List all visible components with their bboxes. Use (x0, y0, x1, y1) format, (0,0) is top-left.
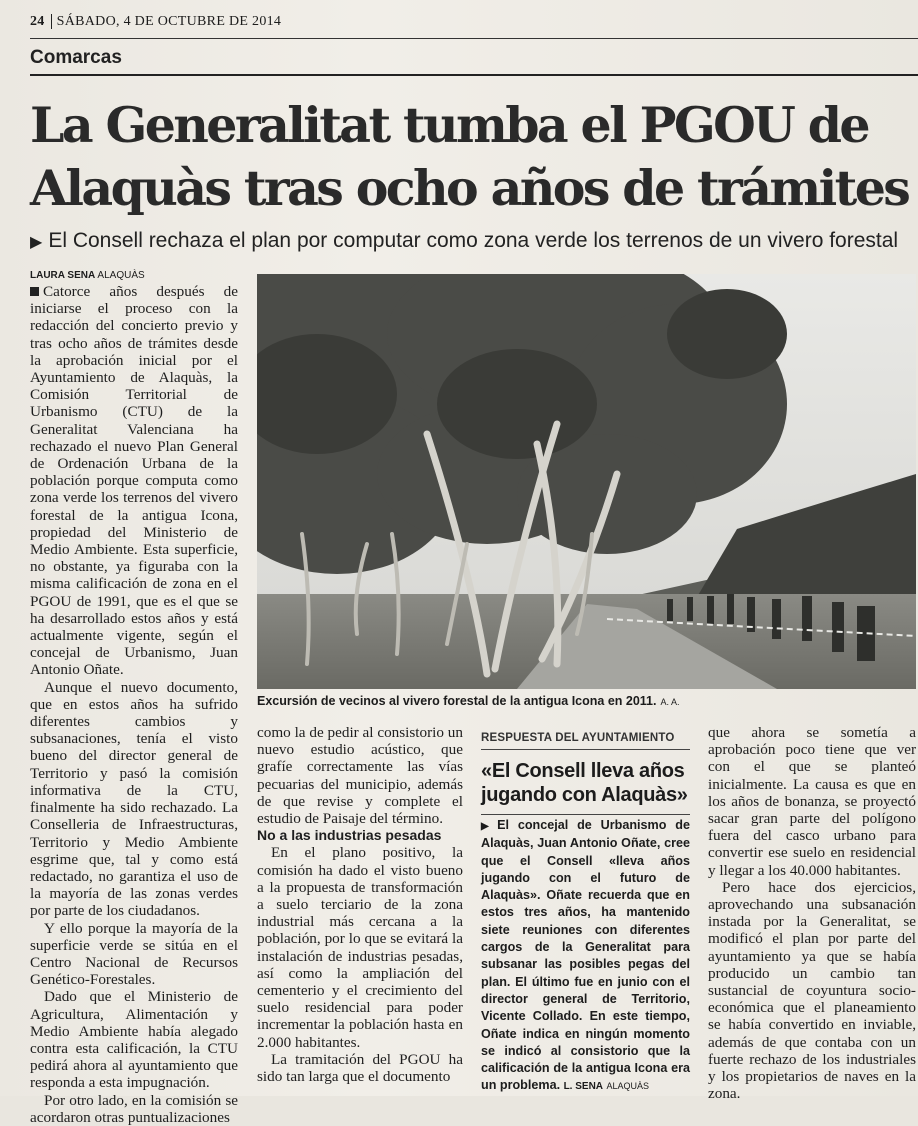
page-number: 24 (30, 14, 52, 29)
triangle-right-icon: ▶ (481, 821, 495, 832)
paragraph: En el plano positivo, la comisión ha dado el visto bueno a la propuesta de transformación a suelo terciario de la zona industrial más cercana a la población, por lo que se evitará la instalación de industrias pesadas, así como la ampliación del cementerio y el crecimiento del suelo residencial para poder incrementar la población hasta en 2.000 habitantes. (257, 844, 463, 1051)
paragraph: Por otro lado, en la comisión se acordaron otras puntualizaciones (30, 1091, 238, 1126)
article-column-1 (30, 283, 238, 1126)
section-name: Comarcas (30, 47, 122, 68)
deck-text: El Consell rechaza el plan por computar como zona verde los terrenos de un vivero forestal (48, 229, 899, 252)
byline (30, 270, 145, 281)
box-text (481, 814, 690, 1096)
lead-paragraph (30, 283, 238, 679)
box-body: El concejal de Urbanismo de Alaquàs, Juan Antonio Oñate, cree que el Consell «lleva años jugando con el futuro de Alaquàs». Oñate recuerda que en estos tres años, ha mantenido siete reuniones con diferentes cargos de la Generalitat para subsanar las posibles pegas del plan. El último fue en junio con el director general de Territorio, Vicente Collado. En este tiempo, Oñate indica en ningún momento se indicó al consistorio que la calificación de la antigua Icona era un problema. (481, 818, 690, 1093)
caption-text: Excursión de vecinos al vivero forestal de la antigua Icona en 2011. (257, 694, 657, 708)
paragraph: La tramitación del PGOU ha sido tan larga que el documento (257, 1050, 463, 1086)
article-column-4 (708, 724, 916, 1102)
paragraph: como la de pedir al consistorio un nuevo estudio acústico, que grafíe correctamente las vías pecuarias del municipio, además de que revise y complete el estudio de Paisaje del término. (257, 724, 463, 828)
paragraph: Y ello porque la mayoría de la superficie verde se sitúa en el Centro Nacional de Recursos Genético-Forestales. (30, 919, 238, 989)
box-title: «El Consell lleva años jugando con Alaquàs» (481, 760, 688, 806)
square-bullet-icon (30, 287, 39, 296)
headline: La Generalitat tumba el PGOU de Alaquàs tras ocho años de trámites (30, 96, 909, 217)
photo-caption (257, 694, 680, 708)
deck (30, 229, 898, 253)
box-label: RESPUESTA DEL AYUNTAMIENTO (481, 732, 690, 750)
paragraph: Dado que el Ministerio de Agricultura, Alimentación y Medio Ambiente había alegado contra esta calificación, la CTU pedirá ahora al ayuntamiento que responda a esta impugnación. (30, 988, 238, 1092)
subhead: No a las industrias pesadas (257, 827, 442, 844)
paragraph: Aunque el nuevo documento, que en estos años ha sufrido diferentes cambios y subsanaciones, tenía el visto bueno del director general de Territorio y pasó la comisión informativa de la CTU, finalmente ha sido rechazado. La Conselleria de Infraestructuras, Territorio y Medio Ambiente esgrime que, tal y como está redactado, no garantiza el uso de la mayoría de las zonas verdes por parte de los ciudadanos. (30, 678, 238, 920)
triangle-right-icon: ▶ (30, 234, 43, 251)
paragraph: Pero hace dos ejercicios, aprovechando una subsanación instada por la Generalitat, se modificó el plan por parte del ayuntamiento ya que se había producido un cambio tan sustancial de coyuntura socio-económica que el planeamiento se había convertido en inviable, además de que contaba con un fuerte rechazo de los industriales y los propietarios de naves en la zona. (708, 878, 916, 1103)
box-signature-place: ALAQUÀS (606, 1081, 650, 1092)
byline-author: LAURA SENA (30, 270, 96, 281)
article-photo (257, 274, 916, 689)
photo-credit: A. A. (660, 697, 680, 707)
sidebar-box (481, 732, 690, 1096)
paragraph: que ahora se sometía a aprobación poco tiene que ver con el que se planteó inicialmente. La causa es que en los años de bonanza, se proyectó sacar gran parte del polígono fuera del casco urbano para convertir ese suelo en residencial y llegar a los 40.000 habitantes. (708, 724, 916, 879)
lead-text: Catorce años después de iniciarse el proceso con la redacción del concierto previo y tras ocho años de trámites desde la aprobación inicial por el Ayuntamiento de Alaquàs, la Comisión Territorial de Urbanismo (CTU) de la Generalitat Valenciana ha rechazado el nuevo Plan General de Ordenación Urbana de la población porque computa como zona verde los terrenos del vivero forestal de la antigua Icona, propiedad del Ministerio de Medio Ambiente. Esta superficie, no obstante, ya figuraba con la misma calificación de zona en el PGOU de 1991, que es el que se ha desarrollado estos años y está actualmente vigente, según el concejal de Urbanismo, Juan Antonio Oñate. (30, 283, 238, 679)
box-signature: L. SENA (563, 1081, 604, 1093)
byline-place: ALAQUÀS (97, 270, 145, 281)
forest-path-image (257, 274, 916, 689)
section-rule (30, 74, 918, 76)
folio (30, 14, 281, 30)
article-column-2 (257, 724, 463, 1085)
issue-date: SÁBADO, 4 DE OCTUBRE DE 2014 (56, 14, 282, 29)
top-rule (30, 38, 918, 39)
